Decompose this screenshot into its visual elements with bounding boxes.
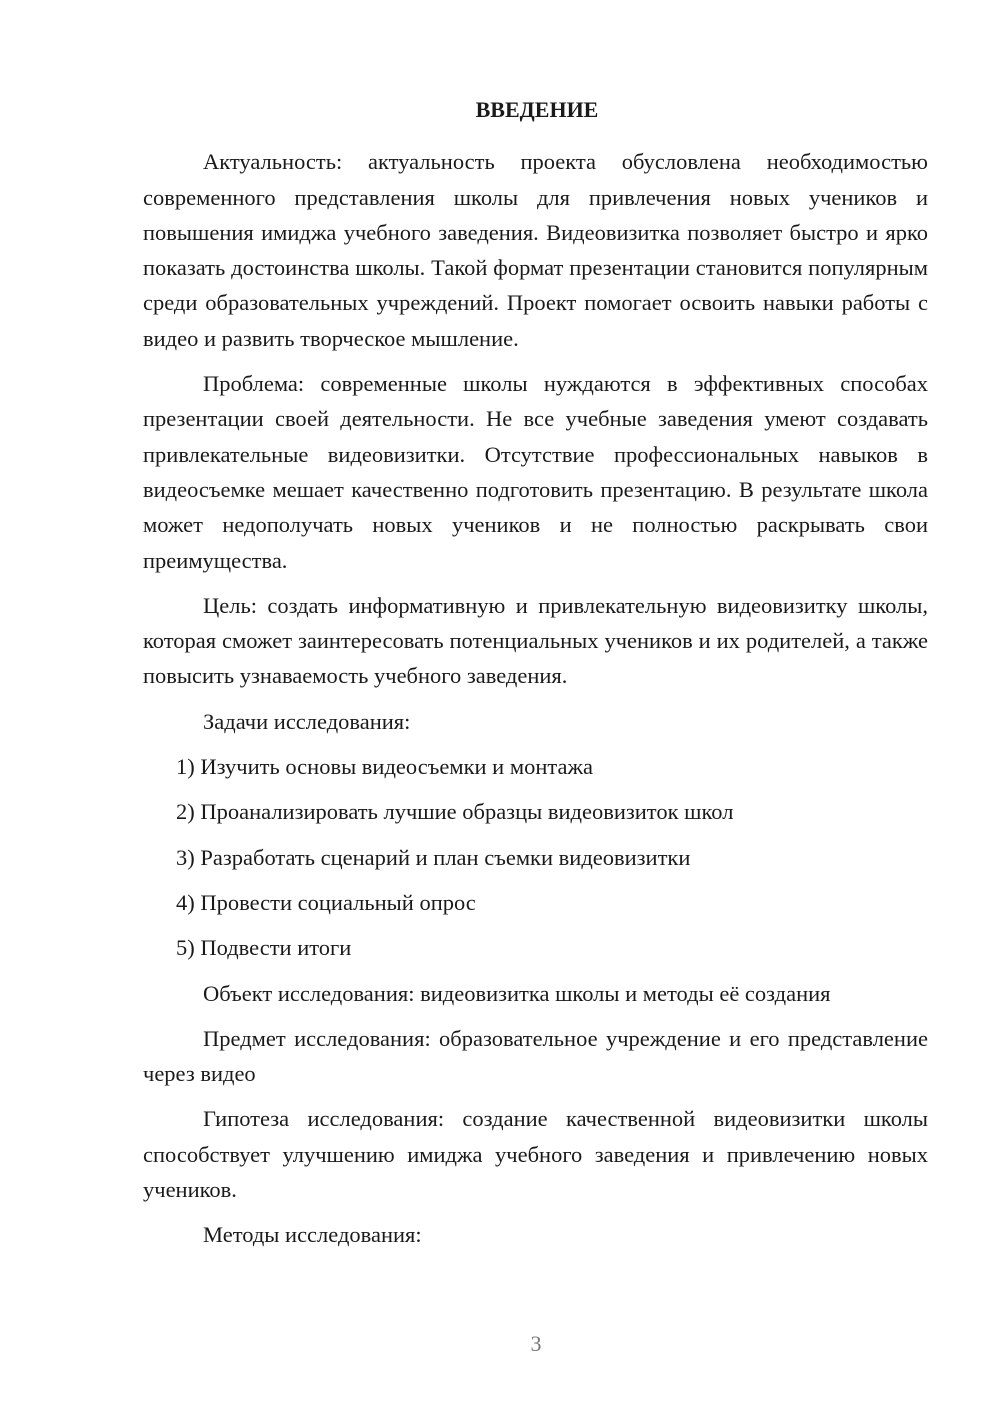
methods-heading: Методы исследования:: [203, 1222, 422, 1248]
hypothesis-paragraph: Гипотеза исследования: создание качественной видеовизитки школы способствует улучшению имиджа учебного заведения и привлечению новых учеников.: [143, 1106, 928, 1203]
page-content: [143, 92, 928, 1263]
section-title: ВВЕДЕНИЕ: [475, 97, 599, 122]
list-item: 5) Подвести итоги: [176, 935, 352, 961]
goal-paragraph: Цель: создать информативную и привлекательную видеовизитку школы, которая сможет заинтересовать потенциальных учеников и их родителей, а также повысить узнаваемость учебного заведения.: [143, 592, 928, 689]
subject-paragraph: Предмет исследования: образовательное учреждение и его представление через видео: [143, 1025, 928, 1087]
page-number: 3: [530, 1331, 542, 1356]
list-item: 3) Разработать сценарий и план съемки видеовизитки: [176, 844, 691, 870]
tasks-list: [143, 749, 928, 965]
tasks-heading: Задачи исследования:: [203, 708, 411, 734]
list-item: 2) Проанализировать лучшие образцы видеовизиток школ: [176, 799, 734, 825]
relevance-paragraph: Актуальность: актуальность проекта обусловлена необходимостью современного представления школы для привлечения новых учеников и повышения имиджа учебного заведения. Видеовизитка позволяет быстро и ярко показать достоинства школы. Такой формат презентации становится популярным среди образовательных учреждений. Проект помогает освоить навыки работы с видео и развить творческое мышление.: [143, 149, 928, 351]
list-item: 4) Провести социальный опрос: [176, 889, 476, 915]
object-paragraph: Объект исследования: видеовизитка школы и методы её создания: [203, 980, 831, 1006]
list-item: 1) Изучить основы видеосъемки и монтажа: [176, 754, 593, 780]
problem-paragraph: Проблема: современные школы нуждаются в эффективных способах презентации своей деятельности. Не все учебные заведения умеют создавать привлекательные видеовизитки. Отсутствие профессиональных навыков в видеосъемке мешает качественно подготовить презентацию. В результате школа может недополучать новых учеников и не полностью раскрывать свои преимущества.: [143, 371, 928, 573]
